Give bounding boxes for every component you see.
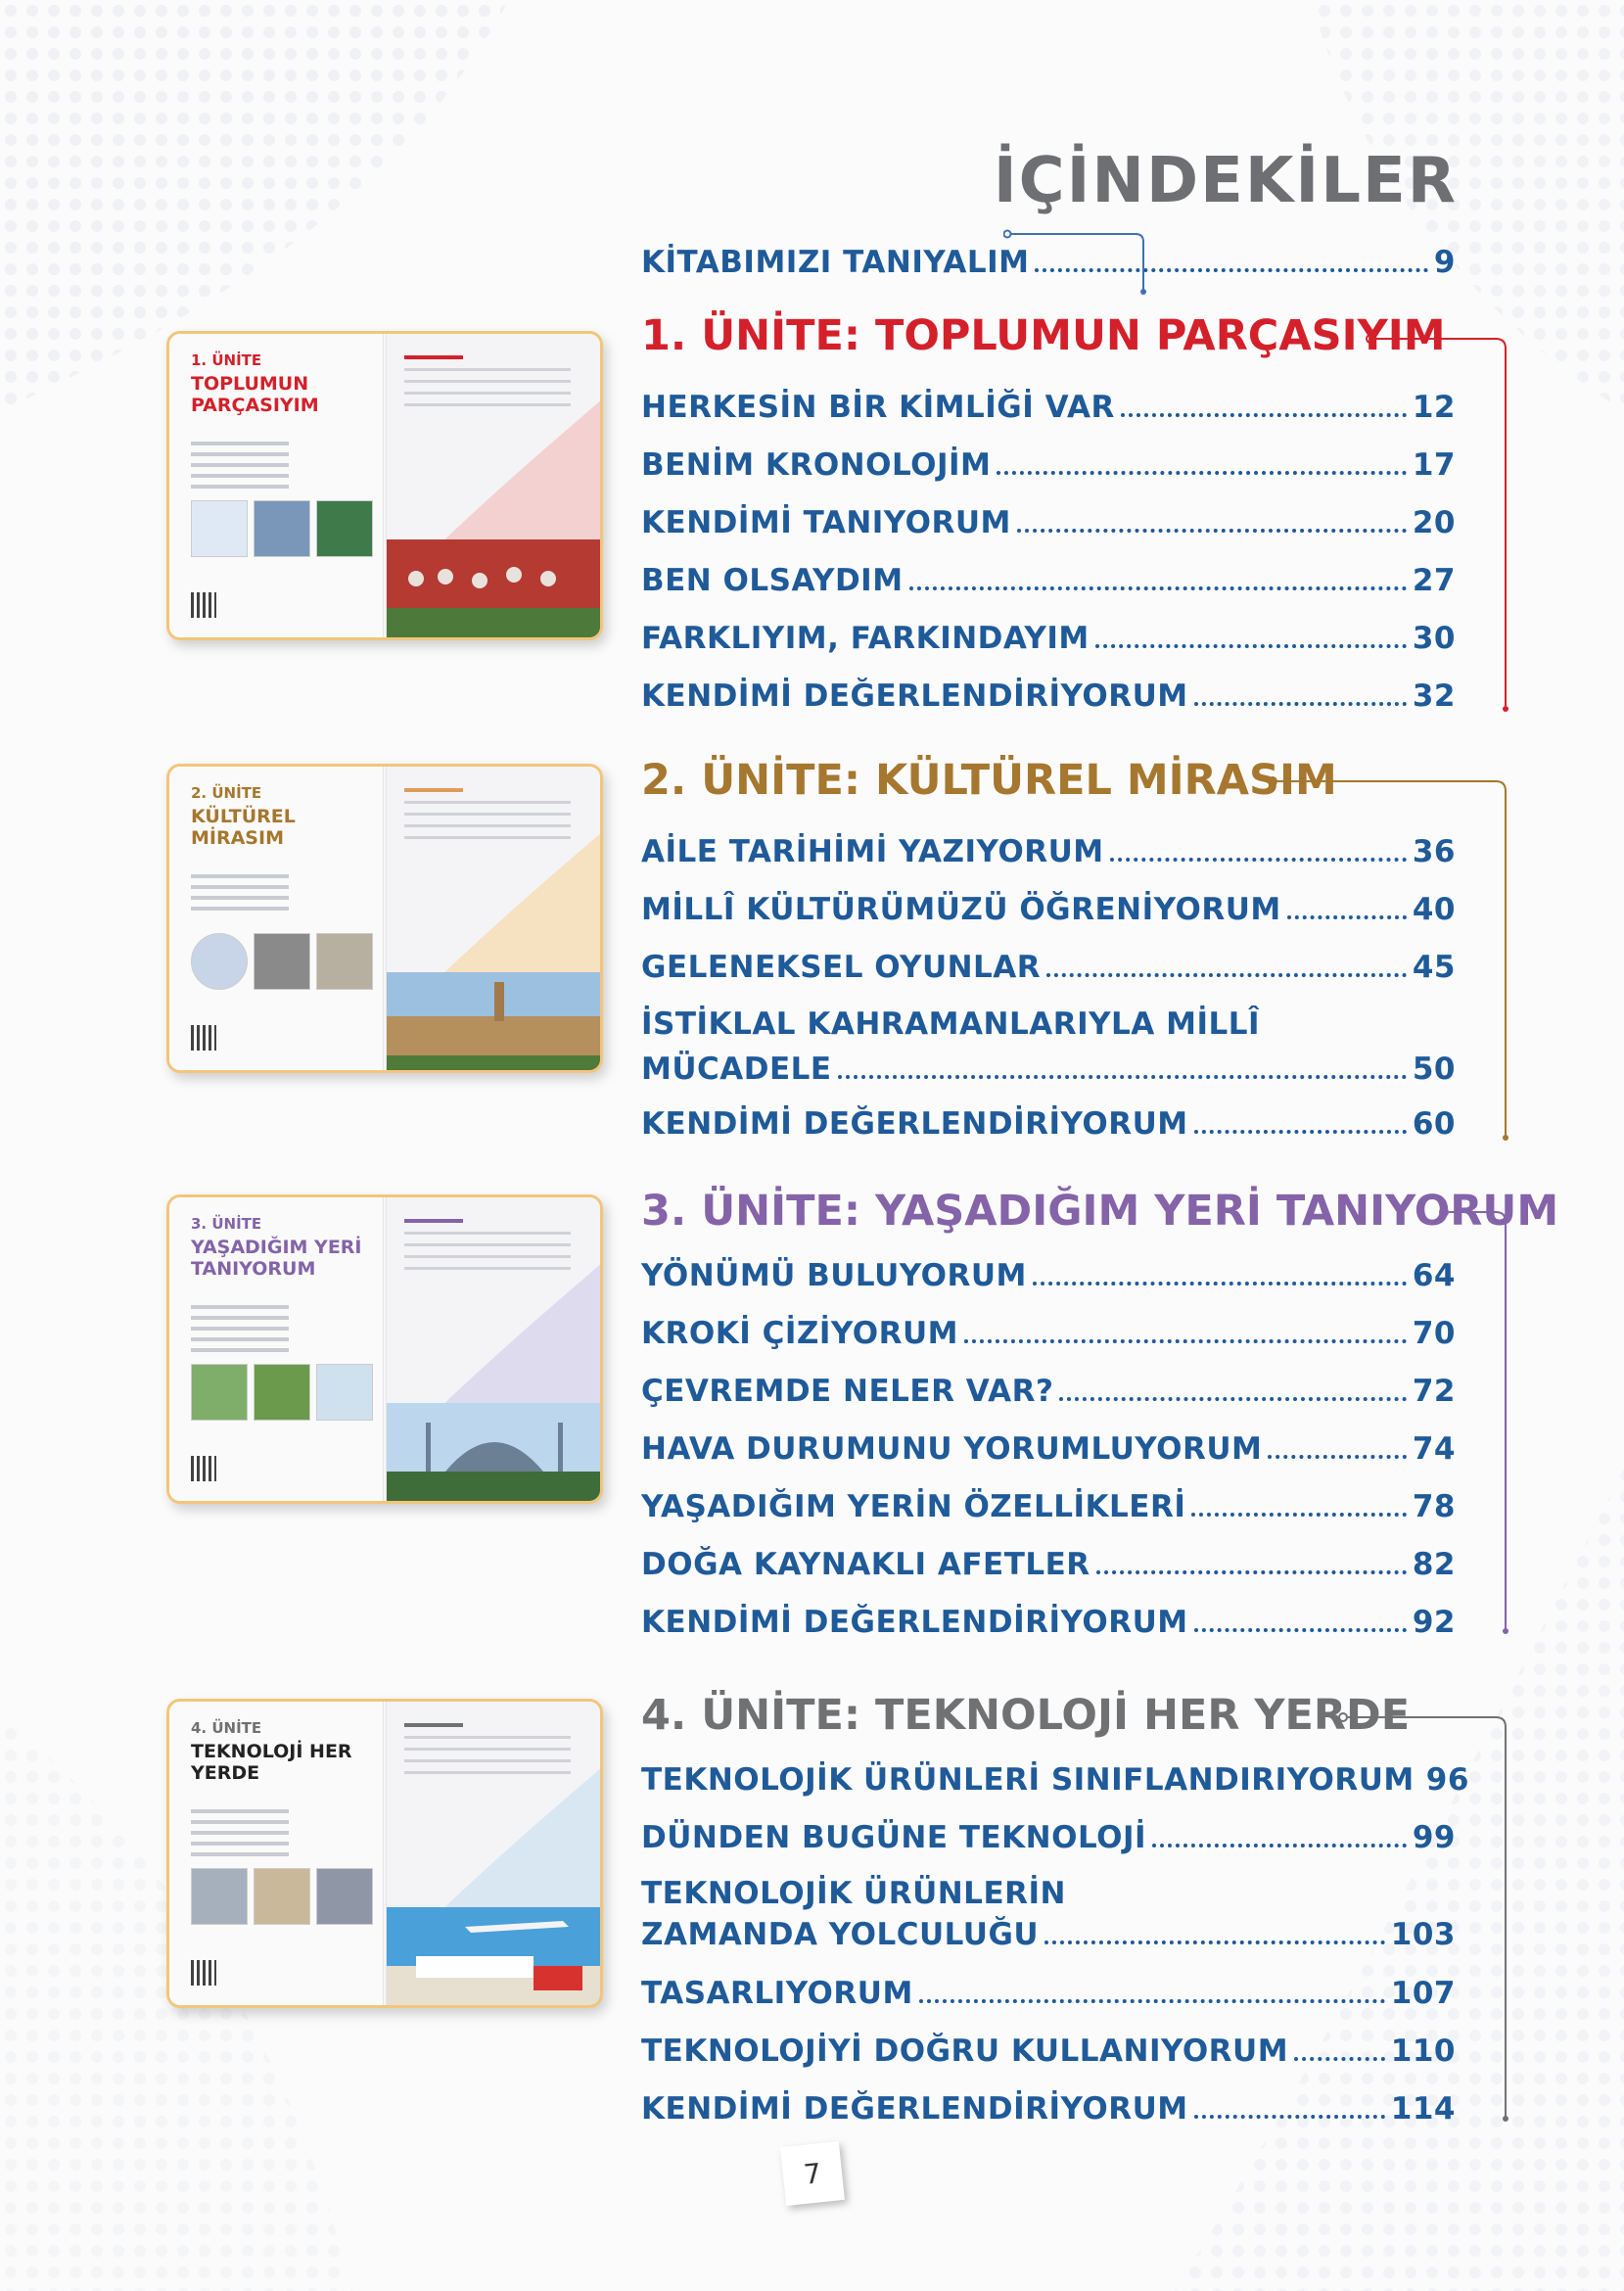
toc-entry[interactable] xyxy=(641,2034,1456,2069)
toc-entry-label: AİLE TARİHİMİ YAZIYORUM xyxy=(641,834,1104,869)
dot-leader xyxy=(1268,1455,1406,1459)
dot-leader xyxy=(909,586,1407,590)
toc-entry-page: 103 xyxy=(1390,1917,1456,1952)
toc-entry[interactable] xyxy=(641,1547,1456,1582)
toc-entry[interactable] xyxy=(641,892,1456,927)
thumb-title: KÜLTÜREL MİRASIM xyxy=(191,806,296,849)
dot-leader xyxy=(919,1999,1385,2003)
dot-leader xyxy=(838,1075,1407,1079)
toc-entry-page: 40 xyxy=(1412,892,1456,927)
dot-leader xyxy=(1017,529,1407,533)
toc-entry[interactable] xyxy=(641,834,1456,869)
qr-code-icon xyxy=(191,1456,216,1481)
thumb-tag: 2. ÜNİTE xyxy=(191,784,262,802)
toc-entry-page: 12 xyxy=(1412,390,1456,425)
thumb-tag: 3. ÜNİTE xyxy=(191,1215,262,1233)
dot-leader xyxy=(1194,2115,1385,2119)
toc-entry-page: 64 xyxy=(1412,1258,1456,1293)
toc-entry-page: 99 xyxy=(1412,1820,1456,1855)
unit-1-preview-image xyxy=(166,331,603,640)
toc-entry-page: 9 xyxy=(1433,245,1456,280)
page-title: İÇİNDEKİLER xyxy=(993,145,1458,217)
dot-leader xyxy=(1046,973,1407,977)
qr-code-icon xyxy=(191,1960,216,1986)
toc-entry-label: TEKNOLOJİK ÜRÜNLERİ SINIFLANDIRIYORUM xyxy=(641,1762,1415,1798)
toc-entry-label: FARKLIYIM, FARKINDAYIM xyxy=(641,621,1090,656)
dot-leader xyxy=(1033,1282,1407,1286)
toc-entry-page: 60 xyxy=(1412,1106,1456,1142)
toc-entry[interactable] xyxy=(641,563,1456,598)
toc-entry-label: KENDİMİ DEĞERLENDİRİYORUM xyxy=(641,1605,1188,1640)
toc-entry-label: KENDİMİ DEĞERLENDİRİYORUM xyxy=(641,678,1188,714)
thumb-title: TEKNOLOJİ HER YERDE xyxy=(191,1741,352,1784)
toc-entry[interactable] xyxy=(641,1316,1456,1351)
toc-entry-page: 74 xyxy=(1412,1431,1456,1467)
toc-entry-label: YAŞADIĞIM YERİN ÖZELLİKLERİ xyxy=(641,1489,1186,1524)
toc-entry-label: TEKNOLOJİYİ DOĞRU KULLANIYORUM xyxy=(641,2034,1289,2069)
toc-entry[interactable] xyxy=(641,1431,1456,1467)
unit-3-preview-image xyxy=(166,1194,603,1504)
dot-leader xyxy=(1294,2057,1385,2061)
unit-2-preview-image xyxy=(166,764,603,1073)
toc-entry-label: MİLLÎ KÜLTÜRÜMÜZÜ ÖĞRENİYORUM xyxy=(641,892,1281,927)
toc-entry-label: İSTİKLAL KAHRAMANLARIYLA MİLLÎ xyxy=(641,1006,1261,1042)
dot-leader xyxy=(1194,702,1407,706)
dot-leader xyxy=(997,471,1406,475)
toc-entry-page: 36 xyxy=(1412,834,1456,869)
toc-entry[interactable] xyxy=(641,1106,1456,1142)
toc-entry-label: ZAMANDA YOLCULUĞU xyxy=(641,1917,1040,1952)
toc-entry[interactable] xyxy=(641,447,1456,483)
dot-leader xyxy=(1191,1513,1407,1517)
dot-leader xyxy=(1110,858,1407,862)
toc-entry-label: KENDİMİ DEĞERLENDİRİYORUM xyxy=(641,2091,1188,2127)
toc-entry-label: YÖNÜMÜ BULUYORUM xyxy=(641,1258,1027,1293)
toc-entry-label: KENDİMİ TANIYORUM xyxy=(641,505,1011,540)
toc-entry-label: MÜCADELE xyxy=(641,1052,832,1087)
toc-entry-label: DOĞA KAYNAKLI AFETLER xyxy=(641,1547,1090,1582)
toc-entry-page: 82 xyxy=(1412,1547,1456,1582)
toc-entry-label: ÇEVREMDE NELER VAR? xyxy=(641,1374,1054,1409)
toc-entry-label: BEN OLSAYDIM xyxy=(641,563,904,598)
thumb-title: YAŞADIĞIM YERİ TANIYORUM xyxy=(191,1237,362,1280)
toc-entry-page: 70 xyxy=(1412,1316,1456,1351)
toc-entry-two-line[interactable] xyxy=(641,1006,1456,1087)
toc-entry-label: DÜNDEN BUGÜNE TEKNOLOJİ xyxy=(641,1820,1147,1855)
unit-2-heading[interactable]: 2. ÜNİTE: KÜLTÜREL MİRASIM xyxy=(641,756,1337,805)
toc-entry-page: 20 xyxy=(1412,505,1456,540)
dot-leader xyxy=(1287,915,1407,919)
toc-entry-page: 78 xyxy=(1412,1489,1456,1524)
toc-entry-page: 110 xyxy=(1390,2034,1456,2069)
toc-entry-two-line[interactable] xyxy=(641,1876,1456,1952)
toc-entry[interactable] xyxy=(641,1762,1469,1798)
toc-entry[interactable] xyxy=(641,1258,1456,1293)
thumb-title: TOPLUMUN PARÇASIYIM xyxy=(191,373,319,416)
toc-entry-page: 107 xyxy=(1390,1976,1456,2011)
toc-entry-label: BENİM KRONOLOJİM xyxy=(641,447,992,483)
toc-entry-label: HERKESİN BİR KİMLİĞİ VAR xyxy=(641,390,1115,425)
toc-entry-page: 17 xyxy=(1412,447,1456,483)
dot-leader xyxy=(1194,1628,1407,1632)
qr-code-icon xyxy=(191,1025,216,1051)
toc-entry[interactable] xyxy=(641,505,1456,540)
toc-entry-page: 96 xyxy=(1425,1762,1469,1798)
toc-entry-label: KROKİ ÇİZİYORUM xyxy=(641,1316,958,1351)
dot-leader xyxy=(1059,1397,1406,1401)
unit-4-heading[interactable]: 4. ÜNİTE: TEKNOLOJİ HER YERDE xyxy=(641,1691,1411,1740)
table-of-contents xyxy=(641,0,1620,2291)
dot-leader xyxy=(1152,1844,1407,1847)
unit-3-heading[interactable]: 3. ÜNİTE: YAŞADIĞIM YERİ TANIYORUM xyxy=(641,1187,1559,1236)
toc-entry[interactable] xyxy=(641,1820,1456,1855)
toc-entry-page: 92 xyxy=(1412,1605,1456,1640)
toc-entry[interactable] xyxy=(641,678,1456,714)
toc-entry-label: TEKNOLOJİK ÜRÜNLERİN xyxy=(641,1876,1066,1911)
toc-entry-page: 45 xyxy=(1412,950,1456,985)
toc-entry[interactable] xyxy=(641,1374,1456,1409)
intro-bracket-line xyxy=(1003,229,1150,298)
qr-code-icon xyxy=(191,592,216,618)
toc-entry[interactable] xyxy=(641,1605,1456,1640)
thumb-tag: 4. ÜNİTE xyxy=(191,1719,262,1737)
toc-entry-label: KİTABIMIZI TANIYALIM xyxy=(641,245,1030,280)
toc-entry[interactable] xyxy=(641,950,1456,985)
thumb-tag: 1. ÜNİTE xyxy=(191,351,262,369)
toc-entry-page: 114 xyxy=(1390,2091,1456,2127)
toc-entry-label: GELENEKSEL OYUNLAR xyxy=(641,950,1042,985)
toc-entry[interactable] xyxy=(641,1489,1456,1524)
toc-entry-page: 50 xyxy=(1412,1052,1456,1087)
toc-entry-label: TASARLIYORUM xyxy=(641,1976,913,2011)
toc-entry-label: HAVA DURUMUNU YORUMLUYORUM xyxy=(641,1431,1263,1467)
toc-entry[interactable] xyxy=(641,621,1456,656)
page-number: 7 xyxy=(780,2141,845,2206)
dot-leader xyxy=(1121,413,1407,417)
dot-leader xyxy=(1194,1130,1407,1134)
dot-leader xyxy=(1095,644,1407,648)
toc-entry-page: 32 xyxy=(1412,678,1456,714)
toc-entry-page: 30 xyxy=(1412,621,1456,656)
toc-entry[interactable] xyxy=(641,2091,1456,2127)
dot-leader xyxy=(1096,1570,1407,1574)
toc-entry-label: KENDİMİ DEĞERLENDİRİYORUM xyxy=(641,1106,1188,1142)
dot-leader xyxy=(964,1339,1407,1343)
toc-entry-page: 27 xyxy=(1412,563,1456,598)
dot-leader xyxy=(1044,1940,1385,1944)
unit-1-heading[interactable]: 1. ÜNİTE: TOPLUMUN PARÇASIYIM xyxy=(641,311,1446,360)
unit-4-preview-image xyxy=(166,1699,603,2008)
toc-entry-page: 72 xyxy=(1412,1374,1456,1409)
toc-entry[interactable] xyxy=(641,1976,1456,2011)
toc-entry[interactable] xyxy=(641,390,1456,425)
